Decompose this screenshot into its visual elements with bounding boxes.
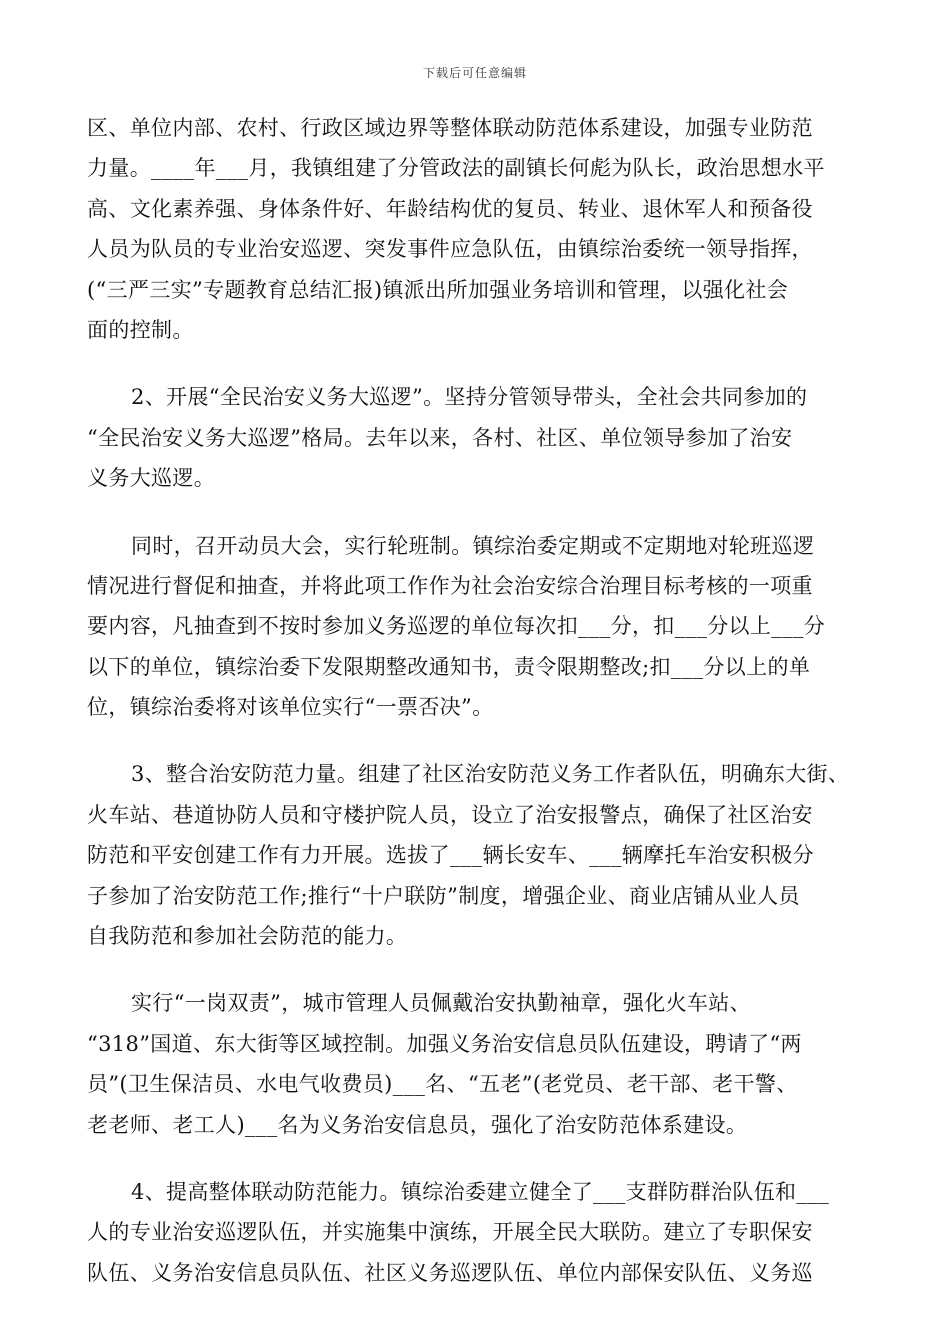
text-line: 要内容，凡抽查到不按时参加义务巡逻的单位每次扣___分，扣___分以上___分 [87, 614, 826, 639]
text-line: 自我防范和参加社会防范的能力。 [87, 924, 408, 949]
paragraph-gap [87, 727, 867, 754]
page-header: 下载后可任意编辑 [422, 66, 527, 80]
document-body [87, 108, 867, 1293]
text-line: 位，镇综治委将对该单位实行“一票否决”。 [87, 695, 494, 720]
text-line: 2、开展“全民治安义务大巡逻”。坚持分管领导带头，全社会共同参加的 [131, 385, 808, 410]
text-line: 员”(卫生保洁员、水电气收费员)___名、“五老”(老党员、老干部、老干警、 [87, 1072, 798, 1097]
text-line: “全民治安义务大巡逻”格局。去年以来，各村、社区、单位领导参加了治安 [87, 425, 793, 450]
paragraph [87, 526, 867, 728]
text-line: 情况进行督促和抽查，并将此项工作作为社会治安综合治理目标考核的一项重 [87, 573, 813, 598]
text-line: 以下的单位，镇综治委下发限期整改通知书，责令限期整改;扣___分以上的单 [87, 654, 811, 679]
paragraph-gap [87, 350, 867, 377]
paragraph [87, 1172, 867, 1293]
paragraph-gap [87, 956, 867, 983]
paragraph-gap [87, 1145, 867, 1172]
paragraph [87, 108, 867, 350]
text-line: (“三严三实”专题教育总结汇报)镇派出所加强业务培训和管理，以强化社会 [87, 277, 789, 302]
text-line: 力量。____年___月，我镇组建了分管政法的副镇长何彪为队长，政治思想水平 [87, 156, 825, 181]
text-line: 子参加了治安防范工作;推行“十户联防”制度，增强企业、商业店铺从业人员 [87, 883, 800, 908]
text-line: 4、提高整体联动防范能力。镇综治委建立健全了___支群防群治队伍和___ [131, 1179, 829, 1204]
text-line: 人员为队员的专业治安巡逻、突发事件应急队伍，由镇综治委统一领导指挥， [87, 237, 813, 262]
text-line: “318”国道、东大街等区域控制。加强义务治安信息员队伍建设，聘请了“两 [87, 1031, 802, 1056]
paragraph [87, 754, 867, 956]
text-line: 人的专业治安巡逻队伍，并实施集中演练，开展全民大联防。建立了专职保安 [87, 1220, 813, 1245]
text-line: 老老师、老工人)___名为义务治安信息员，强化了治安防范体系建设。 [87, 1112, 748, 1137]
text-line: 3、整合治安防范力量。组建了社区治安防范义务工作者队伍，明确东大街、 [131, 762, 850, 787]
paragraph [87, 377, 867, 498]
text-line: 同时，召开动员大会，实行轮班制。镇综治委定期或不定期地对轮班巡逻 [131, 533, 815, 558]
paragraph [87, 983, 867, 1145]
text-line: 火车站、巷道协防人员和守楼护院人员，设立了治安报警点，确保了社区治安 [87, 802, 813, 827]
text-line: 防范和平安创建工作有力开展。选拔了___辆长安车、___辆摩托车治安积极分 [87, 843, 814, 868]
text-line: 实行“一岗双责”，城市管理人员佩戴治安执勤袖章，强化火车站、 [131, 991, 751, 1016]
text-line: 面的控制。 [87, 317, 194, 342]
text-line: 高、文化素养强、身体条件好、年龄结构优的复员、转业、退休军人和预备役 [87, 196, 813, 221]
text-line: 区、单位内部、农村、行政区域边界等整体联动防范体系建设，加强专业防范 [87, 116, 813, 140]
text-line: 队伍、义务治安信息员队伍、社区义务巡逻队伍、单位内部保安队伍、义务巡 [87, 1260, 813, 1285]
paragraph-gap [87, 499, 867, 526]
text-line: 义务大巡逻。 [87, 466, 216, 491]
